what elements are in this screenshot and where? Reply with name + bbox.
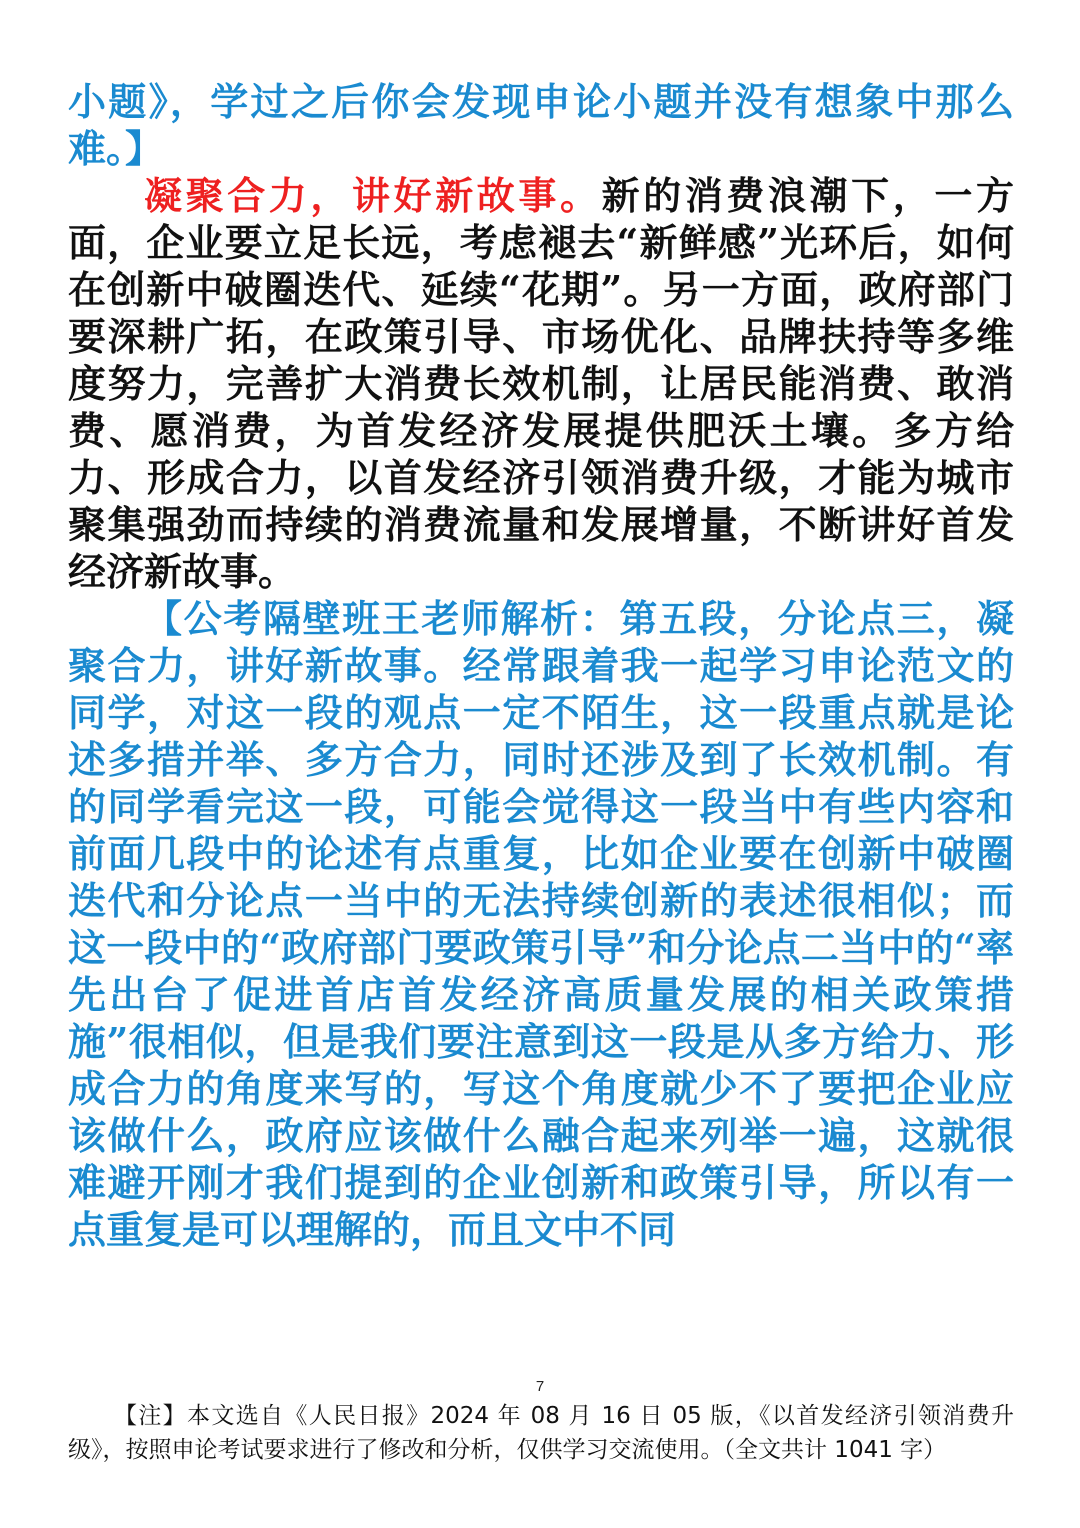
page-number: 7	[535, 1378, 545, 1395]
body-paragraph-5	[68, 172, 1014, 595]
footnote: 【注】本文选自《人民日报》2024 年 08 月 16 日 05 版，《以首发经济引领消费升级》，按照申论考试要求进行了修改和分析，仅供学习交流使用。（全文共计 1041 字）	[68, 1403, 1014, 1463]
body-paragraph-text: 新的消费浪潮下，一方面，企业要立足长远，考虑褪去“新鲜感”光环后，如何在创新中破圈迭代、延续“花期”。另一方面，政府部门要深耕广拓，在政策引导、市场优化、品牌扶持等多维度努力，完善扩大消费长效机制，让居民能消费、敢消费、愿消费，为首发经济发展提供肥沃土壤。多方给力、形成合力，以首发经济引领消费升级，才能为城市聚集强劲而持续的消费流量和发展增量，不断讲好首发经济新故事。	[68, 173, 1014, 594]
section-heading: 凝聚合力，讲好新故事。	[144, 173, 602, 218]
commentary-paragraph: 【公考隔壁班王老师解析：第五段，分论点三，凝聚合力，讲好新故事。经常跟着我一起学习申论范文的同学，对这一段的观点一定不陌生，这一段重点就是论述多措并举、多方合力，同时还涉及到了长效机制。有的同学看完这一段，可能会觉得这一段当中有些内容和前面几段中的论述有点重复，比如企业要在创新中破圈迭代和分论点一当中的无法持续创新的表述很相似；而这一段中的“政府部门要政策引导”和分论点二当中的“率先出台了促进首店首发经济高质量发展的相关政策措施”很相似，但是我们要注意到这一段是从多方给力、形成合力的角度来写的，写这个角度就少不了要把企业应该做什么，政府应该做什么融合起来列举一遍，这就很难避开刚才我们提到的企业创新和政策引导，所以有一点重复是可以理解的，而且文中不同	[68, 596, 1014, 1252]
article-body	[68, 78, 1014, 1253]
commentary-paragraph-end: 小题》，学过之后你会发现申论小题并没有想象中那么难。】	[68, 79, 1014, 171]
